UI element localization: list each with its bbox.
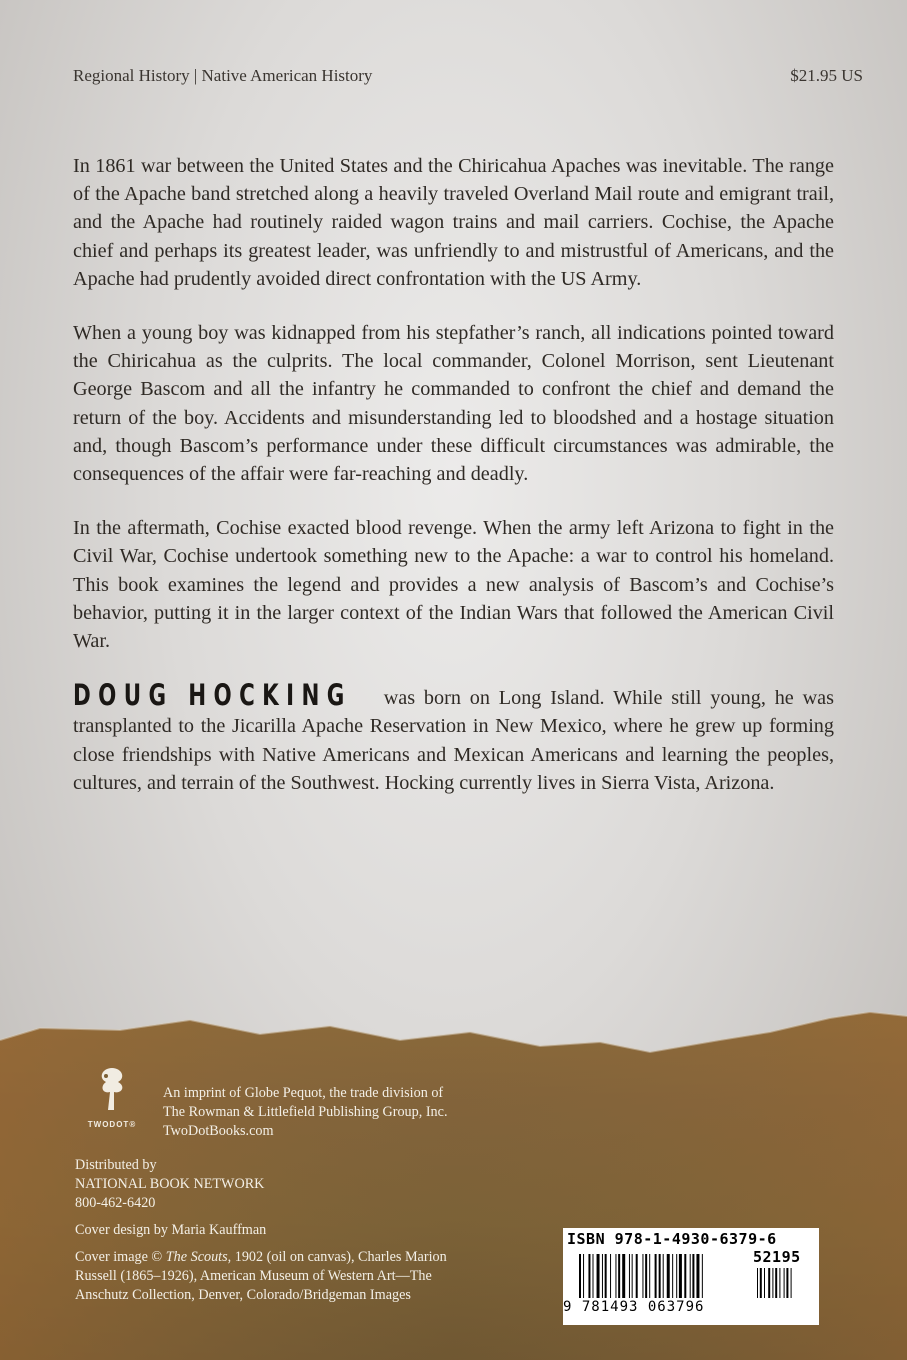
- distributed-by: Distributed by: [75, 1157, 157, 1173]
- twodot-logo-icon: [92, 1064, 132, 1116]
- author-name: DOUG HOCKING: [73, 678, 352, 713]
- paragraph-2: When a young boy was kidnapped from his stepfather’s ranch, all indications pointed toward the Chiricahua as the culprits. The local commander, Colonel Morrison, sent Lieutenant George Bascom and all the infantry he commanded to confront the chief and demand the return of the boy. Accidents and misunderstanding led to bloodshed and a hostage situation and, though Bascom’s performance under these difficult circumstances was admirable, the consequences of the affair were far-reaching and deadly.: [73, 322, 834, 486]
- distributor-phone: 800-462-6420: [75, 1195, 156, 1211]
- barcode-label: [563, 1228, 819, 1325]
- credits: [75, 1156, 505, 1313]
- ean-number: 9 781493 063796: [563, 1299, 705, 1315]
- author-bio: [73, 678, 834, 797]
- header-line: [73, 66, 863, 90]
- category-label: Regional History | Native American History: [73, 66, 373, 85]
- logo-wordmark: TWODOT®: [87, 1120, 137, 1129]
- publisher-logo: [82, 1064, 142, 1129]
- paragraph-3: In the aftermath, Cochise exacted blood revenge. When the army left Arizona to fight in the Civil War, Cochise undertook something new to the Apache: a war to control his homeland. This book examines the legend and provides a new analysis of Bascom’s and Cochise’s behavior, putting it in the larger context of the Indian Wars that followed the American Civil War.: [73, 517, 834, 653]
- paragraph-1: In 1861 war between the United States and the Chiricahua Apaches was inevitable. The range of the Apache band stretched along a heavily traveled Overland Mail route and emigrant trail, and the Apache had routinely raided wagon trains and mail carriers. Cochise, the Apache chief and perhaps its greatest leader, was unfriendly to and mistrustful of Americans, and the Apache had prudently avoided direct confrontation with the US Army.: [73, 155, 834, 290]
- design-credit: Cover design by Maria Kauffman: [75, 1222, 267, 1238]
- artwork-title: The Scouts: [165, 1249, 228, 1265]
- image-credit: Cover image © The Scouts, 1902 (oil on canvas), Charles Marion Russell (1865–1926), American Museum of Western Art—The Anschutz Collection, Denver, Colorado/Bridgeman Images: [75, 1249, 447, 1303]
- imprint-line-2: The Rowman & Littlefield Publishing Group, Inc.: [163, 1104, 448, 1120]
- distributor-name: NATIONAL BOOK NETWORK: [75, 1176, 265, 1192]
- price-label: $21.95 US: [790, 66, 863, 85]
- description: [73, 152, 834, 823]
- imprint-line-1: An imprint of Globe Pequot, the trade division of: [163, 1085, 444, 1101]
- barcode-icon: [575, 1254, 811, 1300]
- isbn-text: ISBN 978-1-4930-6379-6: [567, 1230, 777, 1248]
- author-bio-text: was born on Long Island. While still young, he was transplanted to the Jicarilla Apache Reservation in New Mexico, where he grew up forming close friendships with Native Americans and Mexican Americans and learning the peoples, cultures, and terrain of the Southwest. Hocking currently lives in Sierra Vista, Arizona.: [73, 687, 834, 794]
- price-code: 52195: [753, 1248, 801, 1266]
- distribution-block: [75, 1156, 505, 1213]
- imprint-text: [163, 1084, 448, 1141]
- publisher-website: TwoDotBooks.com: [163, 1123, 274, 1139]
